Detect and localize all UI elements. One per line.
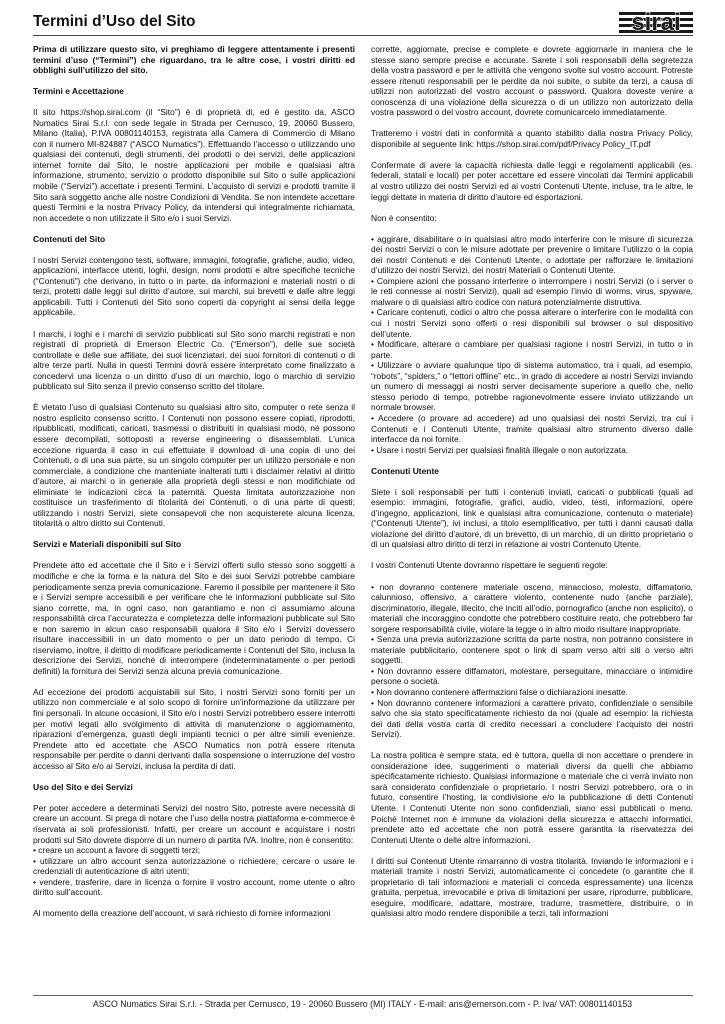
list-item: • utilizzare un altro account senza autorizzazione o richiedere, cercare o usare le credenziali di autenticazione di altri utenti;	[33, 855, 355, 877]
paragraph: Siete i soli responsabili per tutti i contenuti inviati, caricati o pubblicati (quali ad esempio: immagini, fotografie, grafici, audio, video, testi, informazioni, opere d’ingegno, applicazioni, link e qualsiasi altra comunicazione, contenuto o materiale) (“Contenuti Utente”), ivi inclusi, a titolo esemplificativo, per tutti i danni causati dalla violazione del diritto d’autore, di un brevetto, di un marchio, di un diritto proprietario o di un qualsiasi altro diritto di terzi in relazione ai vostri Contenuto Utente.	[371, 486, 693, 550]
list-item: • Compiere azioni che possano interferire o interrompere i nostri Servizi (o i server o le reti connesse ai nostri Servizi), quali ad esempio l’invio di worms, virus, spyware, malware o di qualsiasi altro codice con natura potenzialmente distruttiva.	[371, 275, 693, 307]
paragraph: La nostra politica è sempre stata, ed è tuttora, quella di non accettare o prendere in considerazione idee, suggerimenti o materiali diversi da quelli che abbiamo specificatamente richiesto. Qualsiasi informazione o materiale che ci verrà inviato non sarà considerato confidenziale o proprietario. I nostri Servizi potrebbero, ora o in futuro, consentire l’hosting, la condivisione e/o la pubblicazione di detti Contenuti Utente. I Contenuti Utente non sono confidenziali, siano essi pubblicati o meno. Poiché Internet non è immune da violazioni della sicurezza e attacchi informatici, prendete atto ed accettate che non potrà essere garantita la riservatezza dei Contenuti Utente o delle altre informazioni.	[371, 750, 693, 845]
page-title: Termini d’Uso del Sito	[33, 13, 196, 30]
list-item: • Non dovranno contenere informazioni a carattere privato, confidenziale o sensibile salvo che sia stato specificatamente richiesto da noi (quale ad esempio: la richiesta dei dati della vostra carta di credito necessari a concludere l’acquisto dei nostri Servizi).	[371, 697, 693, 740]
list-item: • Utilizzare o avviare qualunque tipo di sistema automatico, tra i quali, ad esempio, “robots”, “spiders,” o “lettori offline” etc., in grado di accedere ai nostri Servizi inviando un numero di messaggi ai nostri server decisamente superiore a quello che, nello stesso periodo di tempo, potrebbe ragionevolmente essere inviato utilizzando un normale browser.	[371, 360, 693, 413]
list-item: • aggirare, disabilitare o in qualsiasi altro modo interferire con le misure di sicurezza dei nostri Servizi o con le misure adottate per prevenire o limitare l’utilizzo o la copia dei nostri Contenuti e dei Contenuti Utente, o adottate per rafforzare le limitazioni d’utilizzo dei nostri Servizi, dei nostri Materiali o Contenuti Utente.	[371, 233, 693, 276]
paragraph: Al momento della creazione dell’account, vi sarà richiesto di fornire informazioni	[33, 908, 331, 919]
list-item: • non dovranno contenere materiale osceno, minaccioso, molesto, diffamatorio, calunnioso, offensivo, a carattere violento, contenente nudo (anche parziale), discriminatorio, illegale, illecito, che inciti all’odio, pornografico (anche non esplicito), o materiali che incoraggino condotte che potrebbero costituire reato, che potrebbero far sorgere responsabilità civile, violare la legge o in altro modo risultare inappropriate.	[371, 581, 693, 634]
section-heading-content: Contenuti del Sito	[33, 233, 106, 244]
left-column	[33, 44, 355, 996]
section-heading-use: Uso del Sito e dei Servizi	[33, 781, 133, 792]
paragraph: Il sito https://shop.sirai.com (il “Sito”) è di proprietà di, ed è gestito da, ASCO Numatics Sirai S.r.l. con sede legale in Strada per Cernusco, 19, 20060 Bussero, Milano (Italia), P.IVA 00801140153, registrata alla Camera di Commercio di Milano con il numero MI-824887 (“ASCO Numatics”). Effettuando l’accesso o utilizzando uno qualsiasi dei contenuti, degli strumenti, dei prodotti o dei servizi, delle applicazioni internet fornite dal Sito, le nostre applicazioni per mobile e qualsiasi altra informazione, strumento, servizio o prodotto disponibile sul Sito o sulle applicazioni mobile (“Servizi”) accettate i presenti Termini. L’acquisto di servizi e prodotti tramite il Sito sarà soggetto anche alle nostre Condizioni di Vendita. Se non intendete accettare questi Termini e la nostra Privacy Policy, da intendersi qui integralmente richiamata, non accedete o non utilizzate il Sito e/o i suoi Servizi.	[33, 107, 355, 223]
list-item: • Non dovranno contenere affermazioni false o dichiarazioni inesatte.	[371, 686, 629, 697]
list-item: • Accedere (o provare ad accedere) ad uno qualsiasi dei nostri Servizi, tra cui i Contenuti e i Contenuti Utente, tramite qualsiasi altro strumento diverso dalle interfacce da noi fornite.	[371, 412, 693, 445]
right-column	[371, 44, 693, 996]
paragraph: Ad eccezione dei prodotti acquistabili sul Sito, i nostri Servizi sono forniti per un utilizzo non commerciale e al solo scopo di fornire un’informazione da utilizzare per fini personali. In alcune occasioni, il Sito e/o i nostri Servizi potrebbero essere interrotti per motivi legati allo svolgimento di attività di manutenzione o aggiornamento, riparazioni d’emergenza, guasti degli impianti tecnici o per altre simili evenienze. Prendete atto ed accettate che ASCO Numatics non potrà essere ritenuta responsabile per perdite o danni derivanti dalla sospensione o interruzione del vostro accesso al Sito e/o ai Servizi, inclusa la perdita di dati.	[33, 686, 355, 771]
paragraph: Per poter accedere a determinati Servizi del nostro Sito, potreste avere necessità di creare un account. Si prega di notare che l’uso della nostra piattaforma e-commerce è riservata ai soli professionisti. Infatti, per creare un account e acquistare i nostri prodotti sul Sito dovrete disporre di un numero di partita IVA. Inoltre, non è consentito:	[33, 802, 355, 845]
section-heading-terms: Termini e Accettazione	[33, 86, 124, 97]
list-item: • Modificare, alterare o cambiare per qualsiasi ragione i nostri Servizi, in tutto o in parte.	[371, 339, 693, 360]
paragraph: I vostri Contenuti Utente dovranno rispettare le seguenti regole:	[371, 560, 608, 571]
list-item: • Caricare contenuti, codici o altro che possa alterare o interferire con le modalità con cui i nostri Servizi sono offerti o resi disponibili sul browser o sul dispositivo dell’utente.	[371, 307, 693, 339]
svg-text:sirai: sirai	[631, 9, 681, 34]
paragraph: Confermate di avere la capacità richiesta dalle leggi e regolamenti applicabili (es. federali, statali e locali) per poter accettare ed essere vincolati dai Termini applicabili al vostro utilizzo dei nostri Servizi ed ai vostri Contenuti Utente, incluse, tra le altre, le leggi dettate in materia di diritto d’autore ed esportazioni.	[371, 159, 693, 202]
paragraph: Non è consentito:	[371, 212, 437, 223]
paragraph: Prendete atto ed accettate che il Sito e i Servizi offerti sullo stesso sono soggetti a modifiche e che la forma e la natura del Sito e dei suoi Servizi potrebbe cambiare periodicamente senza previa comunicazione. Faremo il possibile per mantenere il Sito e i Servizi sempre accessibili e per verificare che le informazioni pubblicate sul Sito siano corrette, ma, in ogni caso, non garantiamo e non ci assumiamo alcuna responsabilità circa l’accuratezza e completezza delle informazioni pubblicate sul Sito e non saremo in alcun caso responsabili qualora il Sito e/o i Servizi dovessero risultare inaccessibili in un dato momento o per un dato periodo di tempo. Ci riserviamo, inoltre, il diritto di modificare periodicamente i Contenuti del Sito, inclusa la descrizione dei Servizi, nonché di interrompere (indeterminatamente o per periodi definiti) la fornitura dei Servizi senza alcuna previa comunicazione.	[33, 560, 355, 676]
list-item: • creare un account a favore di soggetti terzi;	[33, 845, 201, 856]
footer-text: ASCO Numatics Sirai S.r.l. - Strada per Cernusco, 19 - 20060 Bussero (MI) ITALY - E-mail: ans@emerson.com - P. Iva/ VAT: 00801140153	[92, 999, 633, 1009]
paragraph: I nostri Servizi contengono testi, software, immagini, fotografie, grafiche, audio, video, applicazioni, interfacce utenti, loghi, design, nomi prodotti e altre specifiche tecniche (“Contenuti”) che derivano, in tutto o in parte, da informazioni e materiali nostri o di terzi, protetti dalle leggi sul diritto d’autore, sui marchi, sui brevetti e dalle altre leggi applicabili. Tutti i Contenuti del Sito sono coperti da copyright ai sensi della legge applicabile.	[33, 254, 355, 318]
header-divider	[33, 35, 693, 36]
paragraph: Tratteremo i vostri dati in conformità a quanto stabilito dalla nostra Privacy Policy, disponibile al seguente link: https://shop.sirai.com/pdf/Privacy Policy_IT.pdf	[371, 128, 693, 149]
paragraph: I marchi, i loghi e i marchi di servizio pubblicati sul Sito sono marchi registrati e non registrati di proprietà di Emerson Electric Co. (“Emerson”), delle sue società controllate e delle sue affiliate, dei suoi licenziatari, dei suoi fornitori di contenuti o di altre terze parti. Nulla in questi Termini dovrà essere interpretato come finalizzato a concedervi una licenza o un diritto d’uso di un marchio, logo o marchio di servizio pubblicato sul Sito senza il previo consenso scritto del titolare.	[33, 328, 355, 392]
section-heading-services: Servizi e Materiali disponibili sul Sito	[33, 539, 182, 550]
list-item: • vendere, trasferire, dare in licenza o fornire il vostro account, nome utente o altro diritto sull’account.	[33, 876, 355, 898]
footer-divider	[33, 995, 693, 996]
paragraph: I diritti sui Contenuti Utente rimarranno di vostra titolarità. Inviando le informazioni e i materiali tramite i nostri Servizi, automaticamente ci concedete (o garantite che il proprietario di tali informazioni e materiali ci conceda espressamente) una licenza gratuita, perpetua, irrevocabile e priva di limitazioni per usare, riprodurre, pubblicare, eseguire, modificare, adattare, mostrare, tradurre, trasmettere, distribuire, o in qualsiasi altro modo rendere disponibile a terzi, tali informazioni	[371, 855, 693, 919]
list-item: • Usare i nostri Servizi per qualsiasi finalità illegale o non autorizzata.	[371, 444, 629, 455]
list-item: • Senza una previa autorizzazione scritta da parte nostra, non potranno consistere in materiale pubblicitario, contenere spot o link di spam verso altri siti o verso altri soggetti.	[371, 634, 693, 666]
section-heading-user-content: Contenuti Utente	[371, 465, 439, 476]
paragraph: corrette, aggiornate, precise e complete e dovrete aggiornarle in maniera che le stesse siano sempre precise e accurate. Sarete i soli responsabili della segretezza della vostra password e per le attività che vengono svolte sul vostro account. Potreste essere ritenuti responsabili per le perdite da noi subite, o subite da terzi, a causa di utilizzi non autorizzati del vostro account o password. Qualora doveste venire a conoscenza di una violazione della sicurezza o di un utilizzo non autorizzato della vostra password o del vostro account, dovrete comunicarcelo immediatamente.	[371, 44, 693, 118]
paragraph: È vietato l’uso di qualsiasi Contenuto su qualsiasi altro sito, computer o rete senza il nostro esplicito consenso scritto. I Contenuti non possono essere copiati, riprodotti, ripubblicati, modificati, caricati, trasmessi o distribuiti in qualsiasi modo, né possono essere decompilati, sottoposti a reverse engineering o disassemblati. L’unica eccezione riguarda il caso in cui effettuiate il download di una copia di uno dei Contenuti, o di una sua parte, su un singolo computer per un utilizzo personale e non commerciale, a condizione che manteniate inalterati tutti i disclaimer relativi al diritto d’autore, ai marchi o in generale alla proprietà degli stessi e non modifichiate od eliminiate le indicazioni circa la paternità. Questa limitata autorizzazione non costituisce un trasferimento di titolarità dei Contenuti, o di una parte di questi; utilizzando i nostri Servizi, siete consapevoli che non acquisterete alcuna licenza, titolarità o altro diritto sui Contenuti.	[33, 402, 355, 529]
list-item: • Non dovranno essere diffamatori, molestare, perseguitare, minacciare o intimidire persone o società.	[371, 665, 693, 687]
intro-paragraph: Prima di utilizzare questo sito, vi preghiamo di leggere attentamente i presenti termini d’uso (“Termini”) che riguardano, tra le altre cose, i vostri diritti ed obblighi sull’utilizzo del sito.	[33, 44, 355, 76]
sirai-logo	[619, 8, 693, 34]
